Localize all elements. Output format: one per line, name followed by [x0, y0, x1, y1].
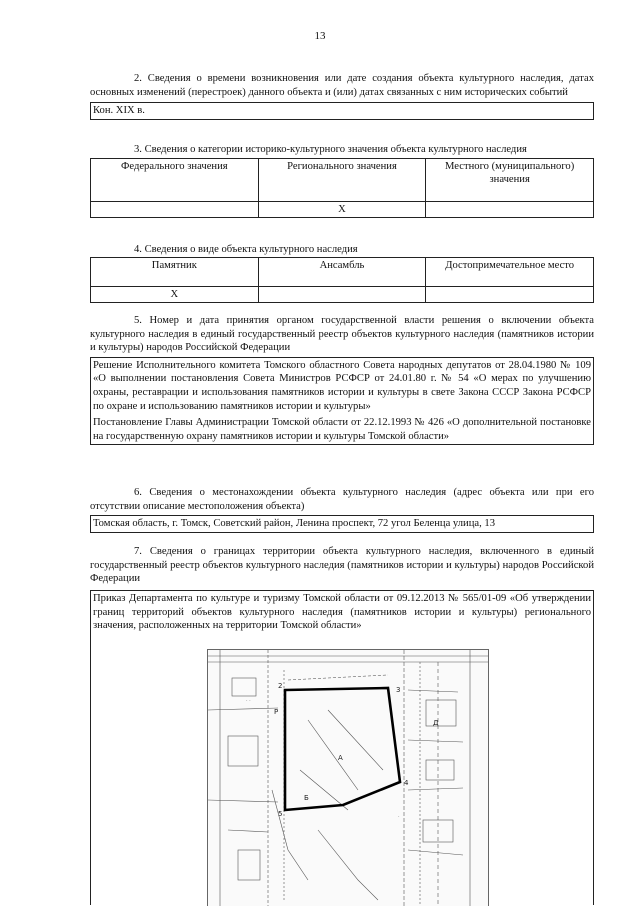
- category-mark-local: [426, 201, 594, 218]
- section-4: [90, 243, 594, 303]
- type-header-ensemble: Ансамбль: [258, 257, 426, 286]
- section-7-heading: 7. Сведения о границах территории объекта культурного наследия, включенного в единый государственный реестр объектов культурного наследия (памятников истории и культуры) народов Российской Федерации: [90, 546, 594, 585]
- section-6-heading: 6. Сведения о местонахождении объекта культурного наследия (адрес объекта или при его отсутствии описание местоположения объекта): [90, 487, 594, 512]
- map-zone-label: Д: [433, 719, 439, 727]
- map-point-label: 5: [278, 810, 283, 818]
- section-5-heading: 5. Номер и дата принятия органом государственной власти решения о включении объекта культурного наследия в единый государственный реестр объектов культурного наследия (памятников истории и культуры) народов Российской Федерации: [90, 315, 594, 354]
- section-2: [90, 72, 594, 120]
- section-7: [90, 545, 594, 586]
- section-4-heading: 4. Сведения о виде объекта культурного наследия: [134, 244, 358, 255]
- category-header-regional: Регионального значения: [258, 158, 426, 201]
- section-5-decisions: [90, 357, 594, 446]
- type-mark-landmark: [426, 286, 594, 303]
- section-5: [90, 314, 594, 445]
- territory-boundary: [285, 688, 400, 810]
- section-2-value: Кон. XIX в.: [90, 102, 594, 120]
- category-table: [90, 158, 594, 219]
- type-header-monument: Памятник: [91, 257, 259, 286]
- decision-1993: Постановление Главы Администрации Томской области от 22.12.1993 № 426 «О дополнительной постановке на государственную охрану памятников истории и культуры Томской области»: [93, 417, 591, 442]
- type-header-landmark: Достопримечательное место: [426, 257, 594, 286]
- map-point-label: 3: [396, 686, 401, 694]
- section-6-address: Томская область, г. Томск, Советский район, Ленина проспект, 72 угол Беленца улица, 13: [90, 515, 594, 533]
- section-3: [90, 143, 594, 218]
- category-header-federal: Федерального значения: [91, 158, 259, 201]
- category-mark-federal: [91, 201, 259, 218]
- map-point-label: 2: [278, 682, 283, 690]
- map-zone-label: Р: [274, 708, 279, 716]
- map-point-label: 4: [404, 779, 409, 787]
- section-2-heading: 2. Сведения о времени возникновения или дате создания объекта культурного наследия, датах основных изменений (перестроек) данного объекта и (или) датах связанных с ним исторических событий: [90, 73, 594, 98]
- page-number: 13: [314, 30, 326, 42]
- svg-text:· ·: · ·: [246, 698, 251, 704]
- svg-text:·: ·: [398, 814, 400, 820]
- type-mark-ensemble: [258, 286, 426, 303]
- category-header-local: Местного (муниципального) значения: [426, 158, 594, 201]
- map-zone-label: А: [338, 754, 343, 762]
- section-6: [90, 486, 594, 533]
- category-mark-regional: Х: [258, 201, 426, 218]
- section-7-order: Приказ Департамента по культуре и туризму Томской области от 09.12.2013 № 565/01-09 «Об утверждении границ территорий объектов культурного наследия (памятников истории и культуры) регионального значения, расположенных на территории Томской области»: [93, 593, 591, 632]
- map-zone-label: Б: [304, 794, 309, 802]
- territory-map-svg: [208, 650, 488, 906]
- territory-map: [207, 649, 489, 906]
- section-3-heading: 3. Сведения о категории историко-культурного значения объекта культурного наследия: [134, 144, 527, 155]
- type-table: [90, 257, 594, 304]
- decision-1980: Решение Исполнительного комитета Томского областного Совета народных депутатов от 28.04.1980 № 109 «О выполнении постановления Совета Министров РСФСР от 24.01.80 г. № 54 «О мерах по улучшению охраны, реставрации и использования памятников истории и культуры в свете Закона СССР Закона РСФСР по охране и использованию памятников истории и культуры»: [93, 359, 591, 412]
- type-mark-monument: Х: [91, 286, 259, 303]
